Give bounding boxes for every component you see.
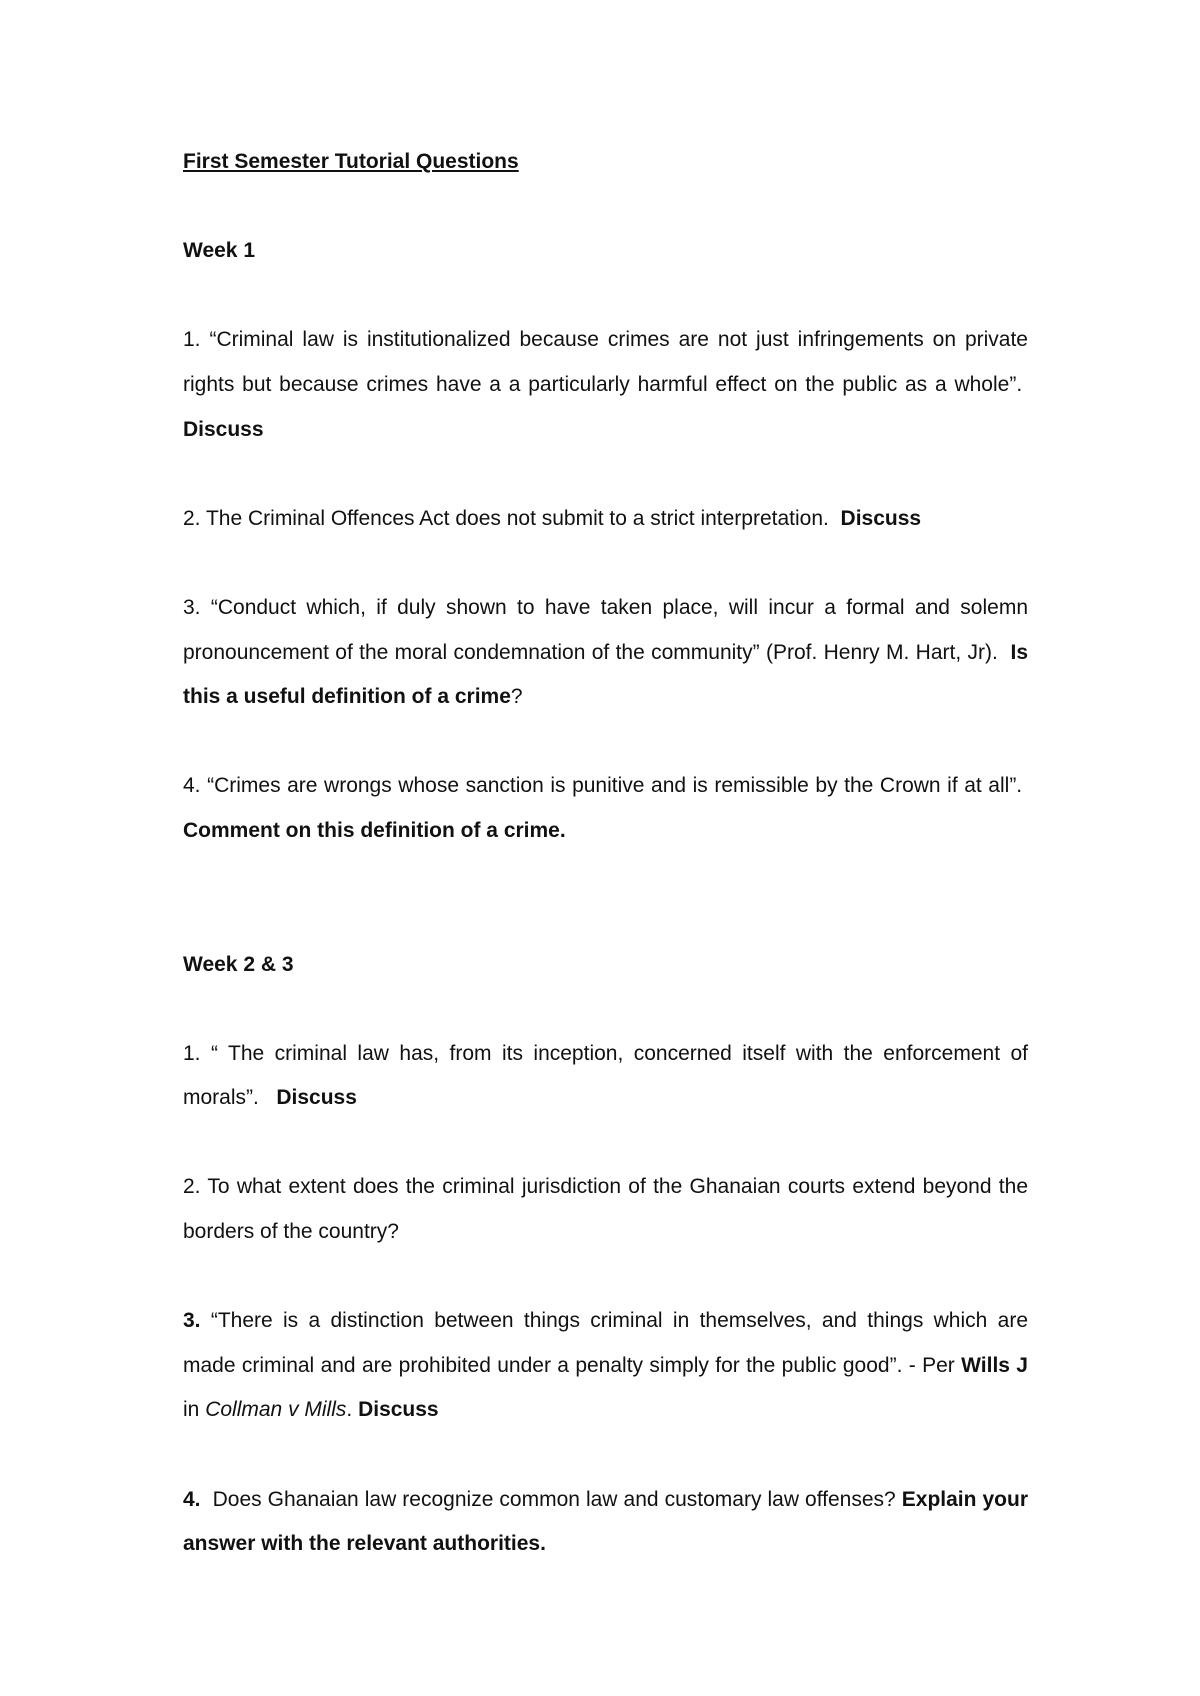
week23-question-3: 3. “There is a distinction between things criminal in themselves, and things which are made criminal and are prohibited under a penalty simply for the public good”. - Per Wills J in Collman v Mills. Discuss (183, 1309, 1028, 1422)
week1-q4-text: 4. “Crimes are wrongs whose sanction is punitive and is remissible by the Crown if at all”. (183, 774, 1023, 798)
week23-q4-number: 4. (183, 1487, 201, 1511)
week23-q3-number: 3. (183, 1309, 201, 1333)
week1-q3-end: ? (510, 685, 523, 709)
week1-q4-instruction: Comment on this definition of a crime. (183, 818, 566, 842)
week23-question-2 (183, 1165, 1028, 1254)
week1-q1-instruction: Discuss (183, 417, 264, 441)
week23-q3-instruction: Discuss (358, 1398, 439, 1422)
week23-q3-in: in (183, 1398, 200, 1422)
week1-question-3 (183, 586, 1028, 720)
document-content (183, 140, 1028, 1567)
week23-q1-text: 1. “ The criminal law has, from its inception, concerned itself with the enforcement of morals”. (183, 1041, 1028, 1110)
week1-q1-text: 1. “Criminal law is institutionalized because crimes are not just infringements on private rights but because crimes have a a particularly harmful effect on the public as a whole”. (183, 328, 1028, 396)
week23-q3-judge: Wills J (961, 1353, 1028, 1377)
week23-q4-instruction: Explain your answer with the relevant authorities. (183, 1487, 1028, 1556)
week1-q3-instruction: Is this a useful definition of a crime (183, 640, 1029, 709)
week1-q2-text: 2. The Criminal Offences Act does not submit to a strict interpretation. (183, 506, 829, 530)
week23-q1-instruction: Discuss (276, 1086, 357, 1110)
week23-question-1 (183, 1032, 1028, 1121)
week1-question-4 (183, 764, 1028, 853)
week1-q2-instruction: Discuss (840, 506, 922, 530)
week23-q3-text: “There is a distinction between things criminal in themselves, and things which are made criminal and are prohibited under a penalty simply for the public good”. - Per (183, 1309, 1028, 1377)
week23-q3-case: Collman v Mills (205, 1398, 347, 1422)
week1-q3-text: 3. “Conduct which, if duly shown to have taken place, will incur a formal and solemn pronouncement of the moral condemnation of the community” (Prof. Henry M. Hart, Jr). (183, 595, 1028, 664)
week23-q2-text: 2. To what extent does the criminal jurisdiction of the Ghanaian courts extend beyond the borders of the country? (183, 1175, 1028, 1244)
week1-question-2 (183, 497, 1028, 542)
week-1-heading: Week 1 (183, 239, 255, 263)
week23-question-4 (183, 1478, 1028, 1567)
document-title: First Semester Tutorial Questions (183, 150, 519, 173)
week-2-3-heading: Week 2 & 3 (183, 952, 294, 976)
week23-q4-text: Does Ghanaian law recognize common law and customary law offenses? (212, 1487, 896, 1511)
week1-question-1 (183, 318, 1028, 452)
